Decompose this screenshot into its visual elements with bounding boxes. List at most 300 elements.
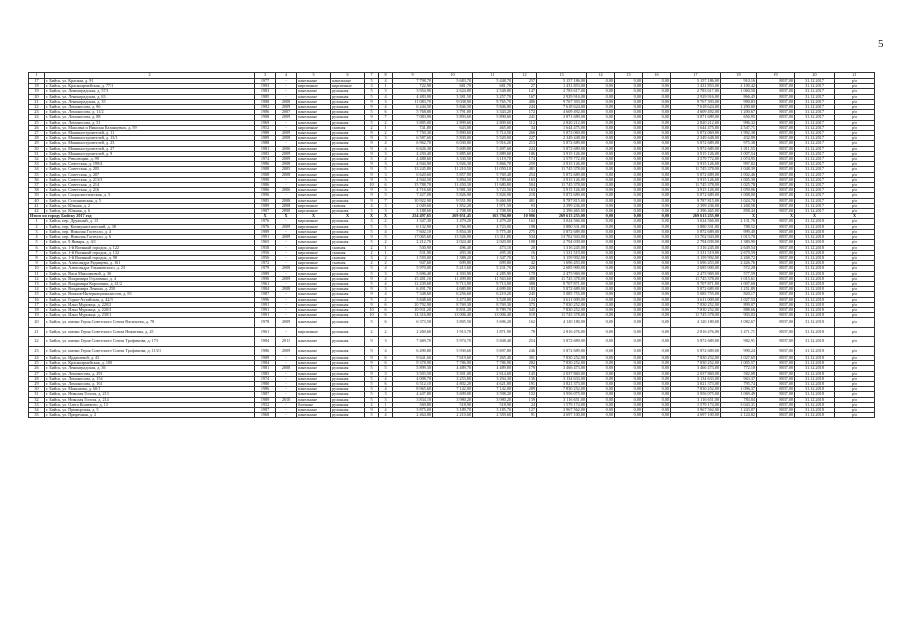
table-cell: 9 (365, 177, 379, 182)
table-cell: 9 (365, 136, 379, 141)
address-cell: г. Бийск, ул. Ломоносова, д. 154 (45, 376, 255, 381)
table-cell: р/о (835, 402, 875, 407)
table-cell: 0,00 (643, 209, 671, 214)
address-cell: г. Бийск, ул. Владимира Гоуловани, д. 4 (45, 276, 255, 281)
table-cell: 6 491,70 (393, 287, 433, 292)
table-cell: 2 (29, 224, 45, 229)
table-cell: 10 (29, 266, 45, 271)
table-cell: 5 (365, 157, 379, 162)
address-cell: г. Бийск, ул. Мамонова, д. 60/1 (45, 387, 255, 392)
table-cell: 31.12.2017 (795, 172, 835, 177)
table-cell: 2 268,72 (721, 255, 757, 260)
table-cell: 31.12.2018 (795, 371, 835, 376)
table-cell: 8837,00 (757, 151, 795, 156)
table-cell: 530,90 (393, 245, 433, 250)
table-cell: 31.12.2018 (795, 407, 835, 412)
table-cell: 999,40 (721, 229, 757, 234)
table-cell: 1956 (255, 255, 276, 260)
table-cell: 24 (513, 402, 537, 407)
table-cell: 2007 (276, 110, 297, 115)
table-cell: 0,00 (587, 255, 615, 260)
table-cell: рулонная (331, 188, 365, 193)
table-cell: 1 008,00 (721, 193, 757, 198)
table-cell: 9 713,90 (473, 281, 513, 286)
table-cell: 9 765,70 (473, 99, 513, 104)
table-cell: 0,00 (615, 120, 643, 125)
table-cell: 163 (513, 188, 537, 193)
table-cell: 0,00 (587, 376, 615, 381)
table-cell: 5 (365, 240, 379, 245)
table-cell: 866,45 (721, 94, 757, 99)
table-cell: Х (255, 214, 276, 219)
table-cell: 783,04 (721, 397, 757, 402)
table-cell: рулонная (331, 307, 365, 312)
table-cell: 30 (29, 387, 45, 392)
table-cell: 3 821 373,00 (671, 381, 721, 386)
table-cell: 31.12.2017 (795, 115, 835, 120)
table-cell: 11 745 378,00 (537, 167, 587, 172)
table-cell: 0,00 (587, 214, 615, 219)
table-cell: 2 464,80 (393, 413, 433, 418)
table-cell: 3 579 772,00 (537, 157, 587, 162)
table-cell: кирпичные (297, 250, 331, 255)
table-cell: 5 872 689,00 (537, 229, 587, 234)
address-cell: г. Бийск, ул. Красноармейская, д. 100 (45, 361, 255, 366)
table-cell: 4 723,00 (473, 224, 513, 229)
table-cell: 9 (365, 115, 379, 120)
table-cell: 0,00 (615, 131, 643, 136)
table-cell: 36 (29, 177, 45, 182)
table-cell: 18 (29, 84, 45, 89)
table-cell: 0,00 (587, 281, 615, 286)
table-cell: рулонная (331, 99, 365, 104)
table-cell: 9 (365, 141, 379, 146)
table-cell: 16 (29, 297, 45, 302)
table-cell: 1 (379, 125, 393, 130)
table-cell: 11 083,70 (393, 99, 433, 104)
table-cell: 38 (29, 188, 45, 193)
table-cell: 31.12.2017 (795, 203, 835, 208)
table-cell: 3 (379, 271, 393, 276)
table-cell: 152 (513, 392, 537, 397)
table-cell: 4 250,40 (393, 151, 433, 156)
table-cell: 4 766,90 (433, 224, 473, 229)
table-cell: 31.12.2018 (795, 337, 835, 346)
table-cell: панельные (297, 361, 331, 366)
table-cell: 1 316 245,00 (537, 245, 587, 250)
table-cell: 2008 (276, 162, 297, 167)
table-cell: 5 697,80 (473, 346, 513, 355)
table-cell: 6 (379, 318, 393, 327)
table-cell: р/о (835, 131, 875, 136)
address-cell: г. Бийск, ул. 1-й Военный городок, д. 122 (45, 245, 255, 250)
table-cell: панельные (297, 302, 331, 307)
column-number: 7 (365, 73, 379, 79)
table-row (29, 337, 875, 346)
table-cell: кирпичные (297, 245, 331, 250)
address-cell: г. Бийск, пер. Николая Гастелло, д. 4 (45, 229, 255, 234)
table-cell: 0,00 (615, 214, 643, 219)
table-cell: рулонная (331, 287, 365, 292)
table-cell: 504 (513, 183, 537, 188)
table-cell: 0,00 (643, 361, 671, 366)
table-cell: 7 830 252,00 (537, 361, 587, 366)
table-cell: 6 132,90 (393, 224, 433, 229)
table-cell: 11 745 378,00 (671, 167, 721, 172)
table-cell: 2 269,60 (393, 327, 433, 336)
table-cell: 3 866,70 (473, 162, 513, 167)
table-cell: 1991 (255, 235, 276, 240)
table-cell: 1972 (255, 261, 276, 266)
table-cell: 4 447,80 (393, 392, 433, 397)
table-cell: р/о (835, 266, 875, 271)
table-cell: 3 880 331,00 (537, 224, 587, 229)
table-cell: 0,00 (615, 346, 643, 355)
table-cell: 1 290,00 (721, 105, 757, 110)
table-cell: 5 (365, 376, 379, 381)
table-cell: 2011 (276, 337, 297, 346)
table-cell: рулонная (331, 366, 365, 371)
table-cell: панельные (297, 346, 331, 355)
table-cell: 6 (379, 307, 393, 312)
table-cell: - (276, 177, 297, 182)
table-cell: 388 (513, 281, 537, 286)
table-cell: 8837,00 (757, 125, 795, 130)
table-cell: 226 (513, 266, 537, 271)
table-cell: 13 526,90 (433, 235, 473, 240)
table-cell: 0,00 (615, 381, 643, 386)
address-cell: г. Бийск, ул. Ломоносова, д. 86 (45, 105, 255, 110)
table-cell: 31.12.2018 (795, 224, 835, 229)
table-cell: 1977 (255, 79, 276, 84)
table-cell: 27 (29, 131, 45, 136)
table-cell: 2 100,42 (721, 84, 757, 89)
column-number: 20 (795, 73, 835, 79)
table-cell: 6 620,60 (393, 172, 433, 177)
table-cell: 31 (29, 151, 45, 156)
table-cell: - (276, 240, 297, 245)
table-cell: 375 (513, 302, 537, 307)
table-cell: кирпичные (297, 266, 331, 271)
table-cell: 19 (29, 313, 45, 318)
table-cell: 0,00 (587, 99, 615, 104)
table-cell: рулонная (331, 292, 365, 297)
table-cell: рулонная (331, 110, 365, 115)
table-cell: р/о (835, 110, 875, 115)
table-cell: 0,00 (615, 157, 643, 162)
table-cell: 31.12.2018 (795, 255, 835, 260)
table-cell: 179 (513, 271, 537, 276)
table-cell: 5 (365, 318, 379, 327)
table-cell: 31.12.2017 (795, 125, 835, 130)
table-cell: 8837,00 (757, 120, 795, 125)
table-cell: 4 680,80 (433, 287, 473, 292)
address-cell: г. Бийск, ул. Ирдашевой, д. 43 (45, 355, 255, 360)
table-cell: рулонная (331, 297, 365, 302)
table-cell: 2008 (276, 203, 297, 208)
table-cell: р/о (835, 318, 875, 327)
table-cell: 6 (379, 110, 393, 115)
table-cell: 26 (29, 366, 45, 371)
table-cell: 0,00 (587, 271, 615, 276)
table-cell: 1981 (255, 146, 276, 151)
table-cell: панельные (297, 105, 331, 110)
table-cell: 31.12.2017 (795, 183, 835, 188)
table-cell: 5 775,40 (473, 229, 513, 234)
table-cell: 0,00 (615, 235, 643, 240)
table-row (29, 318, 875, 327)
table-cell: 5 (365, 366, 379, 371)
table-cell: 9 (365, 337, 379, 346)
table-cell: 8837,00 (757, 307, 795, 312)
address-cell: г. Бийск, ул. Приморская, д. 5 (45, 407, 255, 412)
table-cell: 0,00 (643, 79, 671, 84)
table-cell: рулонная (331, 229, 365, 234)
table-cell: 2 547,71 (721, 125, 757, 130)
table-cell: 0,00 (643, 203, 671, 208)
table-cell: 4 489,70 (433, 366, 473, 371)
table-cell: 2 210,60 (433, 413, 473, 418)
table-cell: р/о (835, 235, 875, 240)
address-cell: г. Бийск, ул. Машиностроителей, д. 11 (45, 131, 255, 136)
table-cell: 963,37 (721, 376, 757, 381)
table-cell: 5 872 689,00 (671, 346, 721, 355)
table-cell: 788,52 (721, 224, 757, 229)
table-cell: рулонная (331, 146, 365, 151)
table-cell: 8837,00 (757, 172, 795, 177)
table-cell: р/о (835, 366, 875, 371)
table-cell: рулонная (331, 327, 365, 336)
table-cell: 9 (365, 167, 379, 172)
table-cell: 5 872 689,00 (537, 337, 587, 346)
table-cell: 7 786,90 (433, 361, 473, 366)
table-cell: 112 (513, 120, 537, 125)
table-cell: 1989 (255, 397, 276, 402)
table-cell: - (276, 376, 297, 381)
address-cell: г. Бийск, ул. Южная, д. 6 (45, 209, 255, 214)
address-cell: г. Бийск, ул. Николая Гоголя, д. 214 (45, 397, 255, 402)
table-cell: 0,00 (615, 376, 643, 381)
address-cell: г. Бийск, ул. Советская, д. 207 (45, 172, 255, 177)
table-cell: 9 641,60 (393, 355, 433, 360)
table-cell: 9 (365, 105, 379, 110)
table-cell: 903,03 (721, 313, 757, 318)
table-cell: 0,00 (615, 266, 643, 271)
table-cell: 34 (513, 125, 537, 130)
table-cell: - (276, 271, 297, 276)
table-cell: 8837,00 (757, 255, 795, 260)
table-cell: 4 (379, 266, 393, 271)
table-cell: 8837,00 (757, 407, 795, 412)
table-cell: - (276, 361, 297, 366)
table-cell: 11 745 378,00 (537, 313, 587, 318)
table-cell: 9 707 871,00 (671, 281, 721, 286)
table-cell: 8837,00 (757, 281, 795, 286)
table-cell: кирпичные (297, 261, 331, 266)
table-cell: 5 (365, 224, 379, 229)
table-cell: 0,00 (643, 214, 671, 219)
table-cell: 31.12.2018 (795, 327, 835, 336)
table-cell: 3 253,80 (433, 376, 473, 381)
table-cell: 1996 (255, 297, 276, 302)
table-cell: 582,08 (721, 371, 757, 376)
table-cell: панельные (297, 198, 331, 203)
table-cell: 0,00 (643, 297, 671, 302)
table-cell: 254 497,65 (393, 214, 433, 219)
table-cell: - (276, 125, 297, 130)
table-cell: - (276, 381, 297, 386)
table-cell: 5 872 689,00 (671, 141, 721, 146)
table-cell: 481 (513, 167, 537, 172)
table-cell: 0,00 (587, 402, 615, 407)
table-cell: 0,00 (643, 318, 671, 327)
table-cell: р/о (835, 157, 875, 162)
address-cell: г. Бийск, ул. Ломоносова, д. 11/2 (45, 110, 255, 115)
table-cell: 3 119,70 (473, 157, 513, 162)
table-cell: 9 (365, 355, 379, 360)
table-cell: 0,00 (615, 371, 643, 376)
table-cell: 1986 (255, 183, 276, 188)
table-cell: 0,00 (643, 167, 671, 172)
table-cell: 31.12.2018 (795, 307, 835, 312)
table-cell: панельные (297, 115, 331, 120)
table-cell: 0,00 (615, 392, 643, 397)
table-cell: 5 848,40 (473, 337, 513, 346)
table-cell: - (276, 407, 297, 412)
table-cell: 0,00 (615, 413, 643, 418)
table-cell: 0,00 (587, 261, 615, 266)
column-number: 9 (393, 73, 433, 79)
table-cell: - (276, 327, 297, 336)
table-cell: 3 (379, 287, 393, 292)
table-cell: 3 611 009,00 (671, 297, 721, 302)
table-cell: 10 (365, 183, 379, 188)
table-cell: 0,00 (643, 105, 671, 110)
table-cell: 722,90 (393, 84, 433, 89)
table-cell: 0,00 (615, 167, 643, 172)
table-cell: р/о (835, 346, 875, 355)
table-cell: 0,00 (587, 120, 615, 125)
table-cell: 0,00 (643, 245, 671, 250)
table-cell: 2009 (276, 276, 297, 281)
table-cell: 3 956 075,00 (537, 392, 587, 397)
table-cell: 3 466 473,00 (537, 366, 587, 371)
table-cell: 6 373,50 (393, 318, 433, 327)
table-cell: 0,00 (643, 136, 671, 141)
table-cell: 8837,00 (757, 297, 795, 302)
table-cell: 3 699,00 (433, 392, 473, 397)
table-cell: 2 614,60 (473, 371, 513, 376)
table-cell: 31.12.2017 (795, 151, 835, 156)
table-cell: 465,00 (473, 125, 513, 130)
table-cell: 5 857,90 (433, 172, 473, 177)
table-cell: 495,30 (473, 250, 513, 255)
table-cell: 139 (513, 397, 537, 402)
table-cell: 4 120 180,00 (671, 318, 721, 327)
table-cell: 11 745 378,00 (671, 276, 721, 281)
table-cell: 5 (365, 297, 379, 302)
table-cell: 0,00 (587, 141, 615, 146)
address-cell: г. Бийск, ул. Ломоносова, д. 291 (45, 371, 255, 376)
table-cell: 5 (365, 110, 379, 115)
table-cell: 5 826,90 (433, 193, 473, 198)
table-cell: 0,00 (615, 313, 643, 318)
table-cell: 0,00 (643, 346, 671, 355)
table-cell: 31.12.2017 (795, 79, 835, 84)
table-cell: 1976 (255, 224, 276, 229)
table-cell: 31.12.2018 (795, 402, 835, 407)
table-cell: 3 (379, 99, 393, 104)
table-cell: 0,00 (615, 151, 643, 156)
table-cell: панельные (297, 120, 331, 125)
subtotal-label: Итого по городу Бийску 2017 год (29, 214, 255, 219)
table-cell: 4 120 180,00 (537, 318, 587, 327)
table-cell: рулонная (331, 157, 365, 162)
table-cell: 3 889,60 (473, 151, 513, 156)
table-cell: - (276, 307, 297, 312)
table-cell: Х (721, 214, 757, 219)
table-cell: р/о (835, 276, 875, 281)
table-cell: 1 347,70 (473, 255, 513, 260)
table-cell: 7 619,60 (433, 355, 473, 360)
table-cell: рулонная (331, 302, 365, 307)
table-cell: - (276, 89, 297, 94)
table-cell: 1976 (255, 219, 276, 224)
table-cell: 6 244,50 (393, 105, 433, 110)
table-cell: 0,00 (643, 141, 671, 146)
table-cell: 3 875,00 (393, 407, 433, 412)
table-cell: 488 (513, 276, 537, 281)
table-cell: 7 618 624,00 (537, 105, 587, 110)
table-cell: 9 (365, 276, 379, 281)
table-cell: 2 899,60 (433, 120, 473, 125)
table-cell: 7 830 252,00 (537, 355, 587, 360)
table-cell: 2 816 476,00 (671, 327, 721, 336)
table-cell: 8837,00 (757, 177, 795, 182)
table-cell: 534 (513, 235, 537, 240)
table-cell: рулонная (331, 318, 365, 327)
table-cell: 0,00 (643, 125, 671, 130)
table-cell: 275 (513, 229, 537, 234)
table-cell: 3 915 126,00 (537, 177, 587, 182)
table-cell: р/о (835, 381, 875, 386)
table-cell: 1969 (255, 120, 276, 125)
table-cell: 0,00 (643, 172, 671, 177)
table-cell: р/о (835, 84, 875, 89)
table-cell: - (276, 193, 297, 198)
table-cell: 1 243,87 (721, 407, 757, 412)
table-cell: 4 489,80 (473, 366, 513, 371)
table-cell: 9 787 815,00 (537, 198, 587, 203)
table-cell: 0,00 (643, 281, 671, 286)
address-cell: г. Бийск, ул. имени Героя Советского Союза Трофимова, д. 113/1 (45, 346, 255, 355)
table-cell: 0,00 (587, 172, 615, 177)
table-cell: 3 (379, 371, 393, 376)
table-cell: Х (835, 214, 875, 219)
table-cell: 1 316 245,00 (671, 245, 721, 250)
table-cell: 5 (365, 94, 379, 99)
table-cell: 1986 (255, 387, 276, 392)
table-cell: 1968 (255, 413, 276, 418)
table-cell: 0,00 (587, 240, 615, 245)
table-cell: 7 830 252,00 (537, 302, 587, 307)
table-cell: р/о (835, 250, 875, 255)
table-cell: рулонная (331, 397, 365, 402)
table-cell: р/о (835, 162, 875, 167)
table-cell: 9 (365, 407, 379, 412)
table-cell: 0,00 (643, 337, 671, 346)
table-cell: 5 872 689,00 (671, 229, 721, 234)
